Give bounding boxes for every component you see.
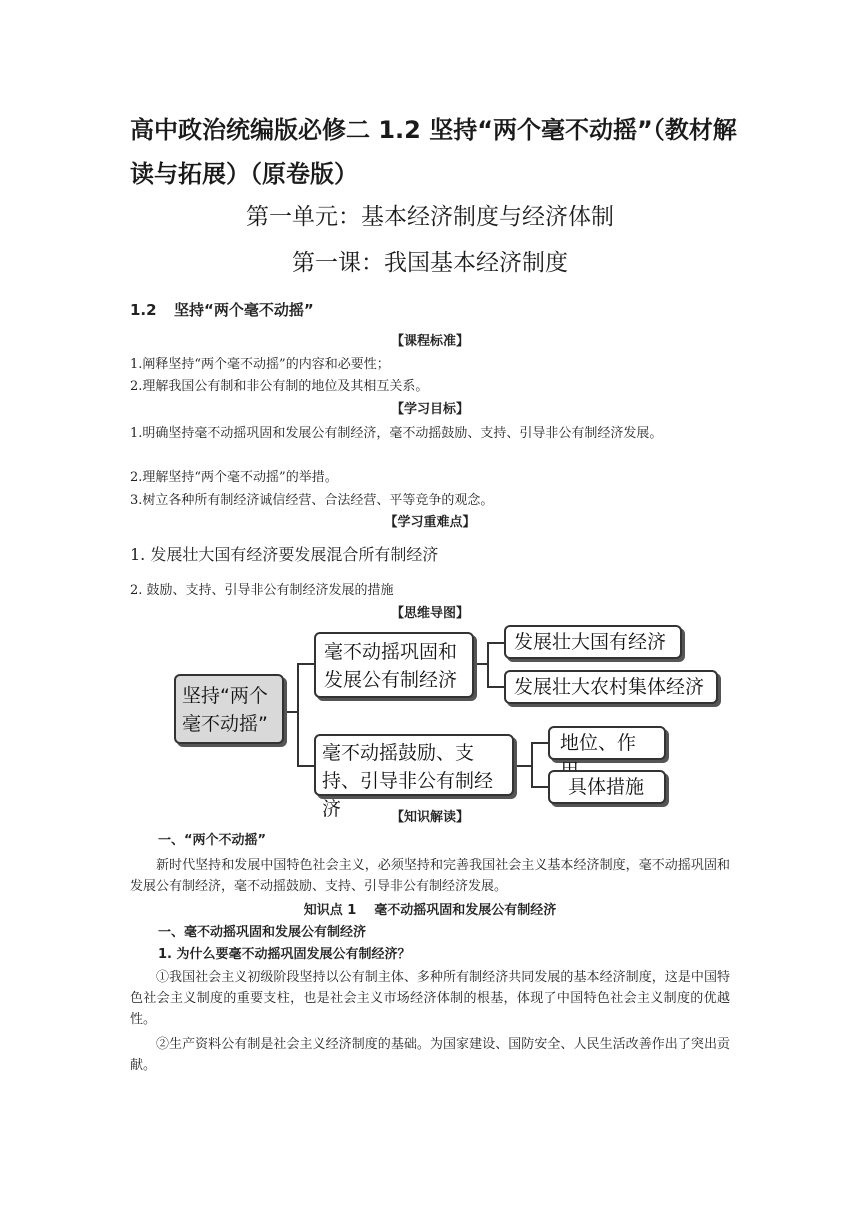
mind-map-root-node: 坚持“两个毫不动摇”: [174, 674, 284, 744]
mind-map-branch-public: 毫不动摇巩固和发展公有制经济: [314, 632, 474, 698]
knowledge-point-1-label: 知识点 1: [303, 903, 357, 918]
key-point-2: 2. 鼓励、支持、引导非公有制经济发展的措施: [130, 583, 394, 598]
knowledge-point-1-title: [0, 900, 860, 921]
learning-goal-3: 3.树立各种所有制经济诚信经营、合法经营、平等竞争的观念。: [130, 493, 494, 508]
mind-map-heading: 【思维导图】: [390, 606, 469, 621]
mind-map-leaf-state-economy: 发展壮大国有经济: [504, 625, 682, 659]
mind-map-leaf-rural-collective: 发展壮大农村集体经济: [504, 670, 718, 704]
learning-goal-2: 2.理解坚持“两个毫不动摇”的举措。: [130, 470, 338, 485]
learning-goal-1: 1.明确坚持毫不动摇巩固和发展公有制经济，毫不动摇鼓励、支持、引导非公有制经济发展。: [130, 426, 663, 441]
question-1-paragraph-1: ①我国社会主义初级阶段坚持以公有制主体、多种所有制经济共同发展的基本经济制度，这是中国特色社会主义制度的重要支柱，也是社会主义市场经济体制的根基，体现了中国特色社会主义制度的优越性。: [130, 970, 730, 1027]
lesson-title: 第一课：我国基本经济制度: [292, 250, 568, 276]
question-1-title: 1. 为什么要毫不动摇巩固发展公有制经济？: [158, 947, 411, 962]
part1-text: 新时代坚持和发展中国特色社会主义，必须坚持和完善我国社会主义基本经济制度，毫不动摇巩固和发展公有制经济，毫不动摇鼓励、支持、引导非公有制经济发展。: [130, 858, 730, 894]
section-heading: [130, 298, 314, 322]
part1-title: 一、“两个不动摇”: [158, 833, 267, 848]
knowledge-point-1-name: 毫不动摇巩固和发展公有制经济: [374, 903, 557, 918]
key-points-heading: 【学习重难点】: [384, 515, 476, 530]
curriculum-standard-heading: 【课程标准】: [390, 334, 469, 349]
mind-map-leaf-status-role: 地位、作: [548, 726, 666, 760]
section-title: 坚持“两个毫不动摇”: [174, 301, 314, 319]
subsection-1-title: 一、毫不动摇巩固和发展公有制经济: [158, 925, 367, 940]
section-number: 1.2: [130, 301, 157, 319]
mind-map-branch-nonpublic: 毫不动摇鼓励、支持、引导非公有制经济: [314, 734, 514, 796]
document-title: 高中政治统编版必修二 1.2 坚持“两个毫不动摇”（教材解读与拓展）（原卷版）: [130, 116, 737, 188]
question-1-paragraph-2: ②生产资料公有制是社会主义经济制度的基础。为国家建设、国防安全、人民生活改善作出了突出贡献。: [130, 1037, 730, 1073]
mind-map-leaf-measures: 具体措施: [548, 770, 666, 804]
key-point-1: 1. 发展壮大国有经济要发展混合所有制经济: [130, 545, 439, 564]
curriculum-item-2: 2.理解我国公有制和非公有制的地位及其相互关系。: [130, 379, 429, 394]
learning-goals-heading: 【学习目标】: [390, 402, 469, 417]
unit-title: 第一单元：基本经济制度与经济体制: [246, 204, 614, 230]
knowledge-heading: 【知识解读】: [390, 810, 469, 825]
curriculum-item-1: 1.阐释坚持“两个毫不动摇”的内容和必要性；: [130, 357, 390, 372]
